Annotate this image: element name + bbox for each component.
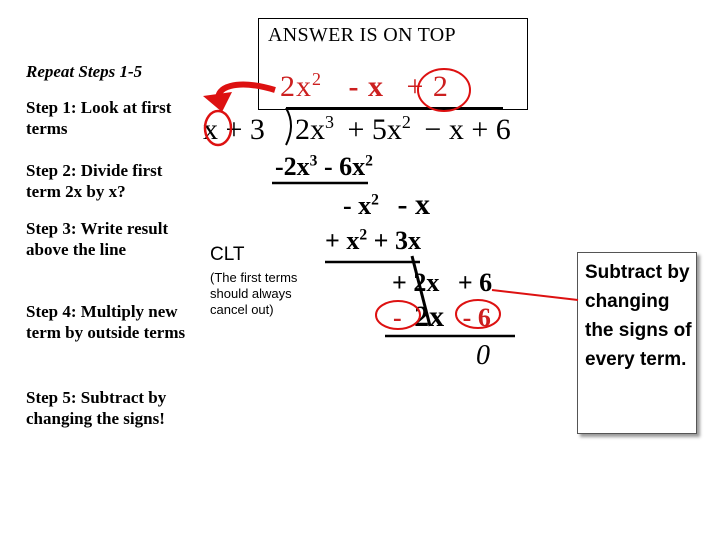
work-line-1-b-exp: 2 [365,152,373,170]
work-line-3-a-exp: 2 [359,226,368,244]
division-bracket [286,108,291,145]
arrow-head [203,92,232,112]
answer-label: ANSWER IS ON TOP [268,24,456,46]
quotient-term-2: - x [348,70,384,103]
work-line-3-a: + x [325,226,360,255]
step-2: Step 2: Divide first term 2x by x? [26,161,163,201]
work-line-5-term: 2x [414,300,445,333]
clt-label: CLT [210,244,245,265]
quotient-2-circle [418,69,470,111]
dividend-term-1-exponent: 3 [325,112,334,132]
remainder: 0 [476,340,490,371]
work-line-2-b: - x [397,188,430,221]
dividend-term-3: − x + 6 [424,113,511,146]
step-4: Step 4: Multiply new term by outside terms [26,302,186,342]
cancel-slash [412,256,430,326]
quotient-term-1: 2x [280,70,312,103]
work-line-4-b: + 6 [457,268,493,297]
divisor: x + 3 [203,113,265,146]
minus-circle-1 [376,301,420,329]
step-1: Step 1: Look at first terms [26,98,172,138]
clt-note: (The first terms should always cancel out) [210,270,298,317]
dividend-term-2-exponent: 2 [401,112,411,132]
minus-circle-2 [456,300,500,328]
work-line-1-b: - 6x [317,152,366,181]
dividend-term-2: + 5x [347,113,402,146]
work-line-4-a: + 2x [392,268,440,297]
work-line-1-a: -2x [275,152,310,181]
work-line-3-b: + 3x [367,226,421,255]
step-3: Step 3: Write result above the line [26,219,169,259]
steps-title: Repeat Steps 1-5 [26,62,143,81]
side-note-pointer [492,290,578,300]
quotient-term-3: + 2 [406,70,449,103]
work-line-2-a: - x [343,191,372,220]
work-line-5-sign: - [393,303,409,332]
dividend-term-1: 2x [295,113,325,146]
work-line-5-constant: - 6 [462,303,491,332]
work-line-1-a-exp: 3 [309,152,318,170]
quotient-term-1-exponent: 2 [312,69,322,89]
divisor-x-circle [205,111,231,145]
side-note-text: Subtract by changing the signs of every term. [585,262,692,370]
work-line-2-a-exp: 2 [371,191,379,209]
step-5: Step 5: Subtract by changing the signs! [26,388,167,428]
